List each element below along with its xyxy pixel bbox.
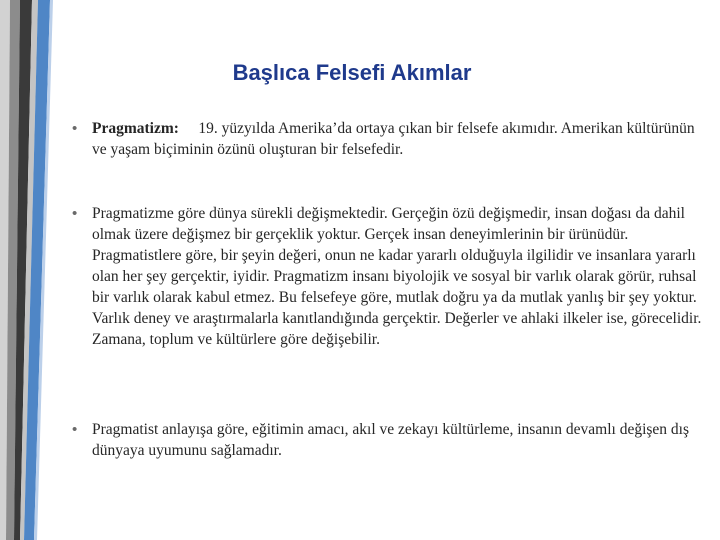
term-label: Pragmatizm xyxy=(92,120,174,137)
bullet-dot-icon: • xyxy=(72,120,78,137)
bullet-item-2 xyxy=(72,203,712,350)
bullet-text: Pragmatizme göre dünya sürekli değişmektedir. Gerçeğin özü değişmedir, insan doğası da dahil olmak üzere değişmez bir gerçeklik yoktur. Gerçek insan deneyimlerinin bir ürünüdür. Pragmatistlere göre, bir şeyin değeri, onun ne kadar yararlı olduğuyla ilgilidir ve insanlara yararlı olan her şey gerçektir, iyidir. Pragmatizm insanı biyolojik ve sosyal bir varlık olarak görür, ruhsal bir varlık olarak kabul etmez. Bu felsefeye göre, mutlak doğru ya da mutlak yanlış bir şey yoktur. Varlık deney ve araştırmalarla kanıtlandığında gerçektir. Değerler ve ahlaki ilkeler ise, görecelidir. Zamana, toplum ve kültürlere göre değişebilir. xyxy=(92,205,702,348)
bullet-dot-icon: • xyxy=(72,421,78,438)
slide-title: Başlıca Felsefi Akımlar xyxy=(232,60,472,85)
bullet-text: Pragmatist anlayışa göre, eğitimin amacı, akıl ve zekayı kültürleme, insanın devamlı değişen dış dünyaya uyumunu sağlamadır. xyxy=(92,421,690,459)
bullet-text xyxy=(92,118,712,160)
term-separator: : xyxy=(173,120,179,137)
bullet-item-3 xyxy=(72,419,712,461)
bullet-dot-icon: • xyxy=(72,205,78,222)
bullet-item-1 xyxy=(72,118,712,160)
bullet-body: 19. yüzyılda Amerika’da ortaya çıkan bir felsefe akımıdır. Amerikan kültürünün ve yaşam biçiminin özünü oluşturan bir felsefedir. xyxy=(92,120,695,158)
